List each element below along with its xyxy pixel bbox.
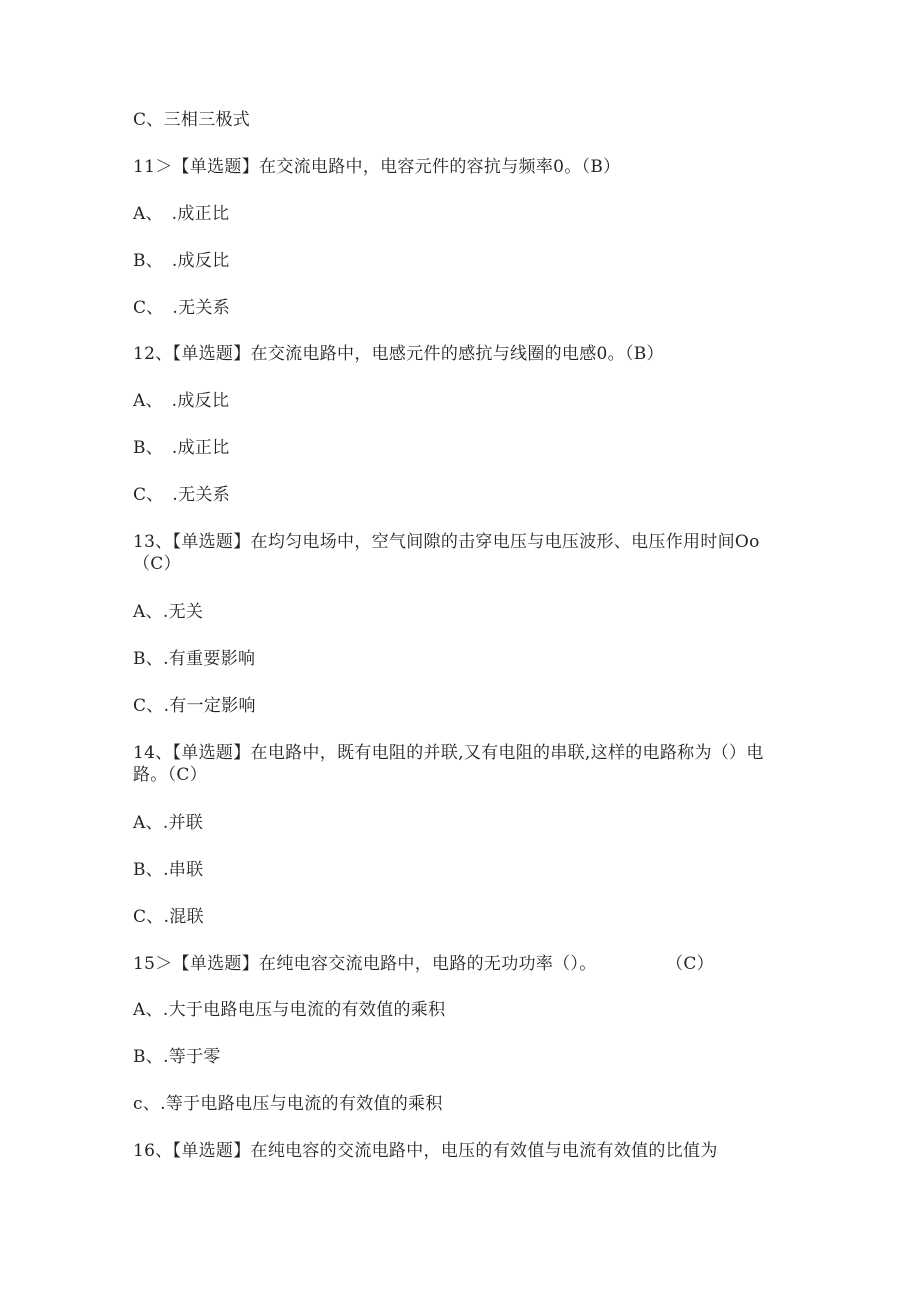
option-14c: C、.混联 [133,907,204,927]
option-14b: B、.串联 [133,860,204,880]
option-12b: B、 .成正比 [133,438,230,458]
option-11a: A、 .成正比 [133,204,230,224]
question-12: 12、【单选题】在交流电路中，电感元件的感抗与线圈的电感0。（B） [133,344,664,364]
option-10c: C、三相三极式 [133,110,251,130]
question-13: 13、【单选题】在均匀电场中，空气间隙的击穿电压与电压波形、电压作用时间Oo（C） [133,532,760,574]
question-15: 15＞【单选题】在纯电容交流电路中，电路的无功功率（）。 （C） [133,954,714,974]
option-11b: B、 .成反比 [133,251,230,271]
question-11: 11＞【单选题】在交流电路中，电容元件的容抗与频率0。（B） [133,157,621,177]
question-14: 14、【单选题】在电路中，既有电阻的并联,又有电阻的串联,这样的电路称为（）电路。（C） [133,743,764,785]
option-15c: c、.等于电路电压与电流的有效值的乘积 [133,1094,443,1114]
option-15b: B、.等于零 [133,1047,221,1067]
option-13a: A、.无关 [133,602,204,622]
option-12c: C、 .无关系 [133,485,231,505]
option-13b: B、.有重要影响 [133,649,256,669]
option-13c: C、.有一定影响 [133,696,256,716]
option-15a: A、.大于电路电压与电流的有效值的乘积 [133,1000,446,1020]
option-14a: A、.并联 [133,813,204,833]
option-11c: C、 .无关系 [133,298,231,318]
question-16: 16、【单选题】在纯电容的交流电路中，电压的有效值与电流有效值的比值为 [133,1141,718,1161]
option-12a: A、 .成反比 [133,391,230,411]
